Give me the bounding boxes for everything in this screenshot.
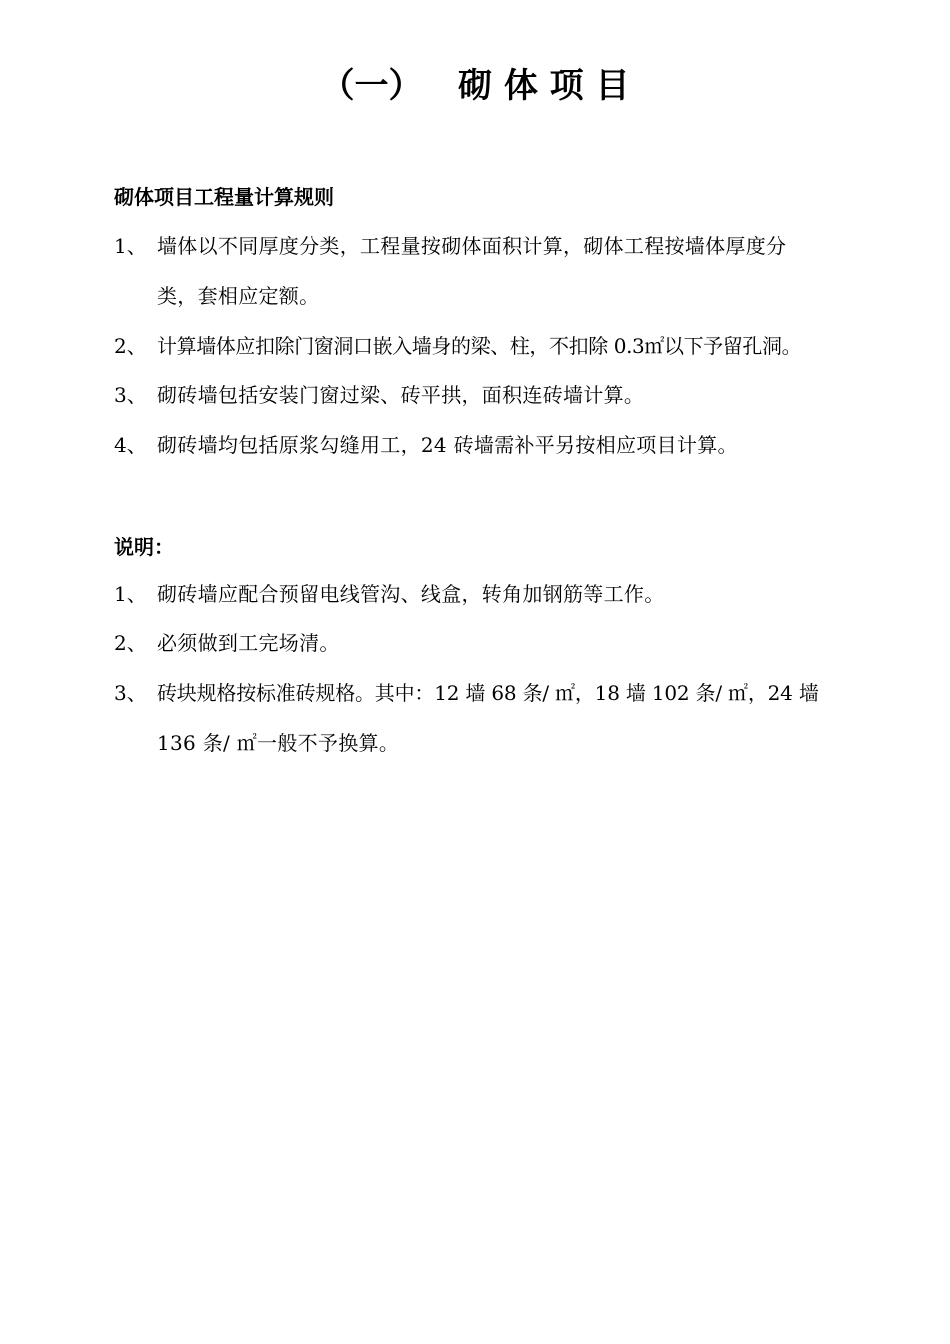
notes-item-text <box>157 668 874 768</box>
rules-item-line: 类，套相应定额。 <box>157 284 320 308</box>
notes-item-number: 3、 <box>114 681 147 705</box>
rules-item-text <box>157 321 874 371</box>
notes-item-text <box>157 618 874 668</box>
notes-item-number: 1、 <box>114 582 147 606</box>
rules-item-text <box>157 370 874 420</box>
rules-item-3 <box>114 370 874 420</box>
notes-item-line: 砖块规格按标准砖规格。其中：12 墙 68 条/ ㎡，18 墙 102 条/ ㎡，24 墙 <box>157 681 819 705</box>
notes-item-number: 2、 <box>114 631 147 655</box>
page-title: （一） 砌 体 项 目 <box>320 66 630 106</box>
notes-heading: 说明： <box>114 535 174 559</box>
rules-item-2 <box>114 321 874 371</box>
rules-item-1 <box>114 221 874 321</box>
notes-item-text <box>157 569 874 619</box>
rules-heading: 砌体项目工程量计算规则 <box>114 185 334 209</box>
rules-item-line: 计算墙体应扣除门窗洞口嵌入墙身的梁、柱，不扣除 0.3㎡以下予留孔洞。 <box>157 334 802 358</box>
notes-item-line: 必须做到工完场清。 <box>157 631 340 655</box>
notes-item-2 <box>114 618 874 668</box>
rules-item-number: 3、 <box>114 383 147 407</box>
notes-item-1 <box>114 569 874 619</box>
rules-item-number: 1、 <box>114 234 147 258</box>
rules-item-text <box>157 221 874 321</box>
notes-item-3 <box>114 668 874 768</box>
rules-item-text <box>157 420 874 470</box>
rules-item-number: 4、 <box>114 433 147 457</box>
rules-item-line: 墙体以不同厚度分类，工程量按砌体面积计算，砌体工程按墙体厚度分 <box>157 234 787 258</box>
rules-item-number: 2、 <box>114 334 147 358</box>
rules-item-line: 砌砖墙均包括原浆勾缝用工，24 砖墙需补平另按相应项目计算。 <box>157 433 738 457</box>
rules-item-4 <box>114 420 874 470</box>
rules-item-line: 砌砖墙包括安装门窗过梁、砖平拱，面积连砖墙计算。 <box>157 383 645 407</box>
notes-item-line: 136 条/ ㎡一般不予换算。 <box>157 731 400 755</box>
notes-item-line: 砌砖墙应配合预留电线管沟、线盒，转角加钢筋等工作。 <box>157 582 665 606</box>
